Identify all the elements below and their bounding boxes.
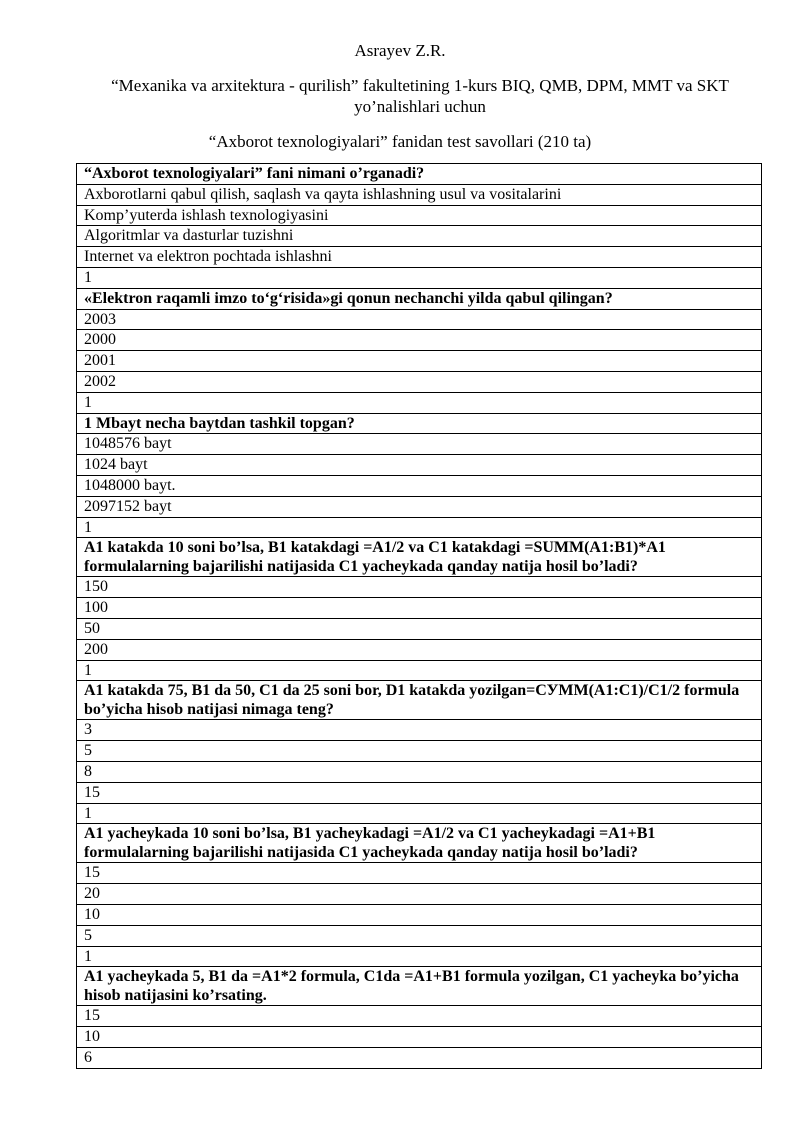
answer-option-row <box>77 904 762 925</box>
correct-answer-key-row <box>77 660 762 681</box>
answer-option: Axborotlarni qabul qilish, saqlash va qayta ishlashning usul va vositalarini <box>77 184 762 205</box>
question-text: A1 yacheykada 10 soni bo’lsa, B1 yacheykadagi =A1/2 va C1 yacheykadagi =A1+B1 formulalarning bajarilishi natijasida C1 yacheykada qanday natija hosil bo’ladi? <box>77 824 762 863</box>
question-text-row <box>77 413 762 434</box>
answer-option-row <box>77 247 762 268</box>
answer-option-row <box>77 309 762 330</box>
answer-option: 2001 <box>77 351 762 372</box>
question-text: A1 yacheykada 5, B1 da =A1*2 formula, C1da =A1+B1 formula yozilgan, C1 yacheyka bo’yicha hisob natijasini ko’rsating. <box>77 967 762 1006</box>
correct-answer-key-row <box>77 392 762 413</box>
answer-option-row <box>77 205 762 226</box>
correct-answer-key-row <box>77 803 762 824</box>
answer-option: 3 <box>77 720 762 741</box>
correct-answer-key-row <box>77 267 762 288</box>
author-name: Asrayev Z.R. <box>354 41 446 60</box>
answer-option: 100 <box>77 598 762 619</box>
answer-option-row <box>77 496 762 517</box>
question-text: «Elektron raqamli imzo to‘g‘risida»gi qonun nechanchi yilda qabul qilingan? <box>77 288 762 309</box>
answer-option: 10 <box>77 904 762 925</box>
test-title: “Axborot texnologiyalari” fanidan test savollari (210 ta) <box>208 132 592 151</box>
answer-option-row <box>77 863 762 884</box>
question-text-row <box>77 824 762 863</box>
answer-option-row <box>77 371 762 392</box>
correct-answer-key-row <box>77 517 762 538</box>
answer-option: 10 <box>77 1027 762 1048</box>
question-text-row <box>77 164 762 185</box>
answer-option-row <box>77 475 762 496</box>
document-subtitle: “Mexanika va arxitektura - qurilish” fakultetining 1-kurs BIQ, QMB, DPM, MMT va SKT yo’nalishlari uchun <box>111 76 729 116</box>
correct-answer-key: 1 <box>77 946 762 967</box>
answer-option: 6 <box>77 1047 762 1068</box>
answer-option: 15 <box>77 782 762 803</box>
answer-option-row <box>77 455 762 476</box>
answer-option: 2003 <box>77 309 762 330</box>
answer-option: Internet va elektron pochtada ishlashni <box>77 247 762 268</box>
question-text-row <box>77 538 762 577</box>
answer-option: 15 <box>77 863 762 884</box>
answer-option-row <box>77 618 762 639</box>
question-text-row <box>77 967 762 1006</box>
question-text: A1 katakda 75, B1 da 50, C1 da 25 soni bor, D1 katakda yozilgan=СУММ(A1:C1)/C1/2 formula bo’yicha hisob natijasi nimaga teng? <box>77 681 762 720</box>
answer-option-row <box>77 351 762 372</box>
answer-option-row <box>77 761 762 782</box>
answer-option: 2000 <box>77 330 762 351</box>
answer-option: 1048000 bayt. <box>77 475 762 496</box>
answer-option-row <box>77 1047 762 1068</box>
answer-option-row <box>77 884 762 905</box>
answer-option: 5 <box>77 741 762 762</box>
question-text-row <box>77 288 762 309</box>
answer-option: 2002 <box>77 371 762 392</box>
answer-option: 15 <box>77 1006 762 1027</box>
questions-table <box>76 163 762 1069</box>
answer-option-row <box>77 1006 762 1027</box>
correct-answer-key-row <box>77 946 762 967</box>
answer-option: 5 <box>77 925 762 946</box>
question-text-row <box>77 681 762 720</box>
answer-option-row <box>77 434 762 455</box>
correct-answer-key: 1 <box>77 803 762 824</box>
answer-option: 8 <box>77 761 762 782</box>
questions-table-body <box>77 164 762 1069</box>
answer-option: 1024 bayt <box>77 455 762 476</box>
answer-option-row <box>77 184 762 205</box>
answer-option: 2097152 bayt <box>77 496 762 517</box>
answer-option: Algoritmlar va dasturlar tuzishni <box>77 226 762 247</box>
answer-option: 50 <box>77 618 762 639</box>
answer-option-row <box>77 1027 762 1048</box>
answer-option-row <box>77 577 762 598</box>
correct-answer-key: 1 <box>77 392 762 413</box>
answer-option-row <box>77 741 762 762</box>
correct-answer-key: 1 <box>77 517 762 538</box>
answer-option-row <box>77 330 762 351</box>
answer-option-row <box>77 782 762 803</box>
question-text: “Axborot texnologiyalari” fani nimani o’rganadi? <box>77 164 762 185</box>
answer-option: Komp’yuterda ishlash texnologiyasini <box>77 205 762 226</box>
correct-answer-key: 1 <box>77 660 762 681</box>
answer-option: 20 <box>77 884 762 905</box>
answer-option-row <box>77 720 762 741</box>
question-text: A1 katakda 10 soni bo’lsa, B1 katakdagi =A1/2 va C1 katakdagi =SUMM(A1:B1)*A1 formulalarning bajarilishi natijasida C1 yacheykada qanday natija hosil bo’ladi? <box>77 538 762 577</box>
question-text: 1 Mbayt necha baytdan tashkil topgan? <box>77 413 762 434</box>
answer-option: 150 <box>77 577 762 598</box>
answer-option: 200 <box>77 639 762 660</box>
answer-option-row <box>77 226 762 247</box>
correct-answer-key: 1 <box>77 267 762 288</box>
answer-option-row <box>77 639 762 660</box>
answer-option: 1048576 bayt <box>77 434 762 455</box>
answer-option-row <box>77 598 762 619</box>
answer-option-row <box>77 925 762 946</box>
